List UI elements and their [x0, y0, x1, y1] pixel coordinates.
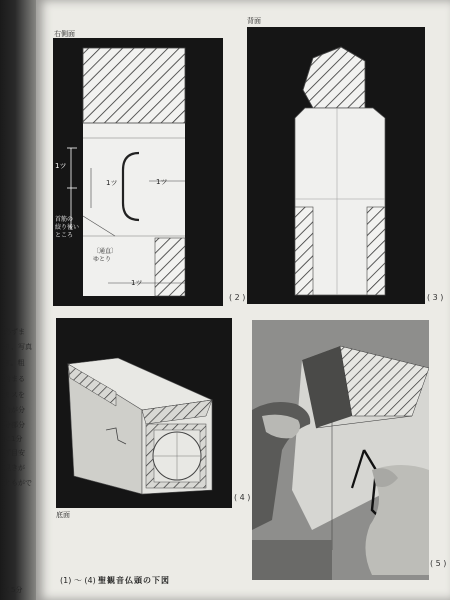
left-page-text: く5分 [4, 586, 23, 594]
perspective-block-drawing [56, 318, 232, 508]
left-page-text: ず目安 [4, 449, 25, 457]
figure-back-view [247, 27, 425, 304]
annotation-one-sun-middle: 1ツ [106, 179, 118, 187]
hatched-left-strip [295, 207, 313, 295]
book-page [36, 0, 450, 600]
back-view-drawing [247, 27, 425, 304]
figure-number-5: ( 5 ) [430, 559, 447, 568]
figure-number-3: ( 3 ) [427, 293, 444, 302]
left-page-text: 必ずま [4, 328, 25, 336]
figure-number-2: ( 2 ) [229, 293, 246, 302]
figure-perspective-block [56, 318, 232, 508]
right-side-drawing [53, 38, 223, 306]
hatched-corner-region [155, 238, 185, 296]
left-page-text: に1分 [4, 435, 23, 443]
left-page-text: 見きが [4, 464, 25, 472]
label-back-face: 背面 [247, 17, 261, 25]
hatched-right-strip [367, 207, 385, 295]
left-page-text: 台が分 [4, 406, 25, 414]
annotation-one-sun-bottom: 1ツ [131, 279, 143, 287]
figure-marking-photo [252, 320, 429, 580]
annotation-neck-narrow: 首筋の 絞り後い ところ [55, 216, 80, 239]
left-page-text: す。粗 [4, 359, 25, 367]
label-bottom-face: 底面 [56, 511, 70, 519]
figure-right-side-view [53, 38, 223, 306]
left-page-edge [0, 0, 38, 600]
annotation-ear-note: 〔通直〕 ゆとり [93, 248, 118, 263]
caption-title: 聖観音仏頭の下図 [98, 576, 170, 585]
marking-photo-drawing [252, 320, 429, 580]
left-page-text: 含まる [4, 375, 25, 383]
left-page-text: ともがで [4, 479, 32, 487]
caption-range: (1) 〜 (4) [60, 576, 96, 585]
annotation-one-sun-left: 1ツ [55, 162, 67, 170]
left-page-text: り、写真 [4, 343, 32, 351]
left-page-text: 分部分 [4, 421, 25, 429]
figure-number-4: ( 4 ) [234, 493, 251, 502]
annotation-one-sun-top: 1ツ [156, 178, 168, 186]
label-right-face: 右側面 [54, 30, 75, 38]
left-page-text: ミスを [4, 391, 25, 399]
hatched-top-region [83, 48, 185, 123]
